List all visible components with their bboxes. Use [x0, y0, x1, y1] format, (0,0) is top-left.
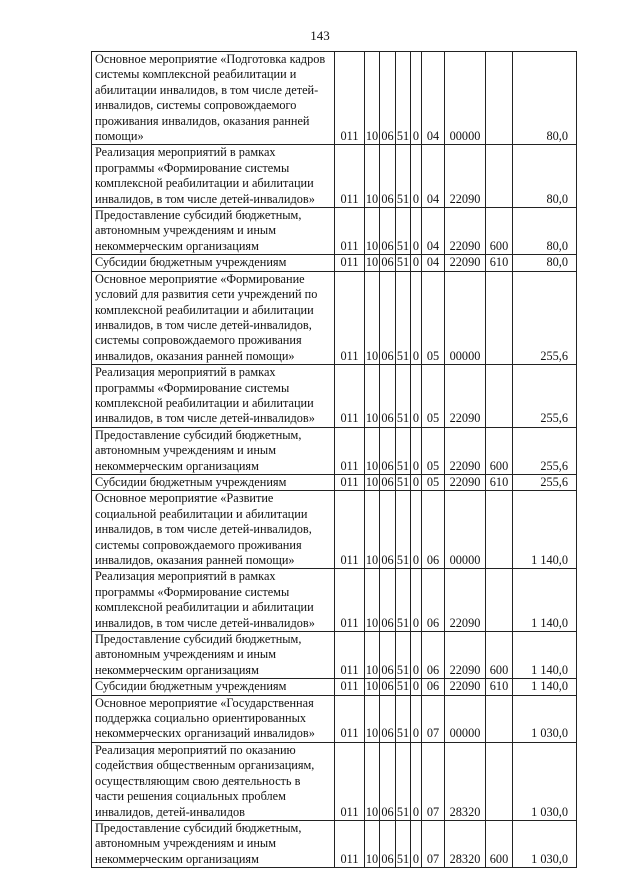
section-code: 10 — [365, 255, 379, 270]
amount: 255,6 — [513, 427, 577, 474]
program-code: 51 — [396, 679, 410, 694]
program-code: 51 — [396, 695, 411, 742]
direction-code: 28320 — [445, 742, 486, 820]
section-code: 10 — [365, 695, 380, 742]
ministry-code: 011 — [335, 820, 365, 867]
subsection-code: 06 — [380, 271, 396, 364]
program-code: 51 — [396, 255, 410, 270]
item-name: Реализация мероприятий в рамках программы «Формирование системы комплексной реабилитации и абилитации инвалидов, в том числе детей-инвалидов» — [92, 145, 335, 208]
subprogram-code: 0 — [411, 365, 422, 428]
direction-code: 22090 — [445, 632, 486, 679]
table-row — [92, 632, 577, 679]
amount: 1 030,0 — [513, 695, 577, 742]
expense-type-code — [486, 52, 513, 145]
amount: 255,6 — [513, 474, 577, 490]
subsection-code: 06 — [381, 474, 394, 489]
direction-code: 22090 — [445, 255, 486, 271]
main-event-code: 04 — [422, 52, 445, 145]
subprogram-code: 0 — [411, 742, 422, 820]
table-row — [92, 679, 577, 695]
item-name: Реализация мероприятий в рамках программы «Формирование системы комплексной реабилитации и абилитации инвалидов, в том числе детей-инвалидов» — [92, 365, 335, 428]
table-row — [92, 474, 577, 490]
subsection-code: 06 — [380, 427, 396, 474]
item-name: Предоставление субсидий бюджетным, автономным учреждениям и иным некоммерческим организациям — [92, 820, 335, 867]
amount: 80,0 — [513, 52, 577, 145]
amount: 255,6 — [513, 271, 577, 364]
section-code: 10 — [365, 474, 379, 489]
table-row — [92, 695, 577, 742]
ministry-code: 011 — [335, 271, 365, 364]
page-number: 143 — [310, 28, 330, 43]
expense-type-code: 600 — [486, 208, 513, 255]
item-name: Основное мероприятие «Развитие социальной реабилитации и абилитации инвалидов, в том числе детей-инвалидов, системы сопровождаемого проживания инвалидов, оказания ранней помощи» — [92, 491, 335, 569]
item-name: Основное мероприятие «Формирование условий для развития сети учреждений по комплексной реабилитации и абилитации инвалидов, в том числе детей-инвалидов, системы сопровождаемого проживания инвалидов, оказания ранней помощи» — [92, 271, 335, 364]
program-code: 51 — [396, 427, 411, 474]
subprogram-code: 0 — [411, 632, 422, 679]
main-event-code: 05 — [422, 427, 445, 474]
direction-code: 22090 — [445, 474, 486, 490]
ministry-code: 011 — [335, 491, 365, 569]
amount: 80,0 — [513, 255, 577, 271]
direction-code: 22090 — [445, 365, 486, 428]
ministry-code: 011 — [335, 52, 365, 145]
expense-type-code — [486, 569, 513, 632]
table-row — [92, 365, 577, 428]
table-row — [92, 820, 577, 867]
main-event-code: 06 — [422, 679, 445, 695]
subprogram-code: 0 — [411, 695, 422, 742]
item-name: Реализация мероприятий в рамках программы «Формирование системы комплексной реабилитации и абилитации инвалидов, в том числе детей-инвалидов» — [92, 569, 335, 632]
subsection-code: 06 — [380, 695, 396, 742]
item-name: Субсидии бюджетным учреждениям — [92, 679, 335, 695]
ministry-code: 011 — [335, 365, 365, 428]
table-row — [92, 208, 577, 255]
main-event-code: 05 — [422, 474, 445, 490]
program-code: 51 — [396, 569, 411, 632]
amount: 80,0 — [513, 208, 577, 255]
program-code: 51 — [396, 208, 411, 255]
program-code: 51 — [396, 271, 411, 364]
ministry-code: 011 — [335, 742, 365, 820]
expense-type-code: 600 — [486, 427, 513, 474]
section-code: 10 — [365, 632, 380, 679]
subprogram-code: 0 — [411, 569, 422, 632]
item-name: Субсидии бюджетным учреждениям — [92, 255, 335, 271]
direction-code: 28320 — [445, 820, 486, 867]
direction-code: 00000 — [445, 52, 486, 145]
item-name: Предоставление субсидий бюджетным, автономным учреждениям и иным некоммерческим организациям — [92, 208, 335, 255]
expense-type-code: 610 — [486, 255, 513, 271]
section-code: 10 — [365, 145, 380, 208]
amount: 1 030,0 — [513, 820, 577, 867]
direction-code: 00000 — [445, 491, 486, 569]
direction-code: 22090 — [445, 427, 486, 474]
section-code: 10 — [365, 491, 380, 569]
amount: 255,6 — [513, 365, 577, 428]
subsection-code: 06 — [380, 569, 396, 632]
ministry-code: 011 — [335, 569, 365, 632]
subsection-code: 06 — [380, 52, 396, 145]
section-code: 10 — [365, 679, 379, 694]
item-name: Субсидии бюджетным учреждениям — [92, 474, 335, 490]
amount: 1 140,0 — [513, 632, 577, 679]
subprogram-code: 0 — [411, 255, 422, 271]
ministry-code: 011 — [335, 427, 365, 474]
table-row — [92, 742, 577, 820]
direction-code: 00000 — [445, 695, 486, 742]
expense-type-code — [486, 695, 513, 742]
expense-type-code — [486, 491, 513, 569]
table-row — [92, 52, 577, 145]
table-row — [92, 427, 577, 474]
subsection-code: 06 — [380, 365, 396, 428]
main-event-code: 04 — [422, 255, 445, 271]
ministry-code: 011 — [335, 208, 365, 255]
main-event-code: 05 — [422, 365, 445, 428]
amount: 80,0 — [513, 145, 577, 208]
subprogram-code: 0 — [411, 271, 422, 364]
amount: 1 140,0 — [513, 679, 577, 695]
table-row — [92, 255, 577, 271]
section-code: 10 — [365, 427, 380, 474]
item-name: Основное мероприятие «Подготовка кадров системы комплексной реабилитации и абилитации инвалидов, в том числе детей-инвалидов, системы сопровождаемого проживания инвалидов, оказания ранней помощи» — [92, 52, 335, 145]
expense-type-code: 600 — [486, 820, 513, 867]
expense-type-code — [486, 742, 513, 820]
program-code: 51 — [396, 52, 411, 145]
section-code: 10 — [365, 208, 380, 255]
subsection-code: 06 — [381, 679, 394, 694]
subsection-code: 06 — [380, 820, 396, 867]
section-code: 10 — [365, 271, 380, 364]
program-code: 51 — [396, 742, 411, 820]
program-code: 51 — [396, 145, 411, 208]
amount: 1 140,0 — [513, 569, 577, 632]
section-code: 10 — [365, 52, 380, 145]
program-code: 51 — [396, 491, 411, 569]
section-code: 10 — [365, 365, 380, 428]
ministry-code: 011 — [335, 474, 365, 490]
budget-table — [91, 51, 577, 868]
main-event-code: 06 — [422, 569, 445, 632]
expense-type-code: 610 — [486, 474, 513, 490]
expense-type-code — [486, 271, 513, 364]
amount: 1 030,0 — [513, 742, 577, 820]
expense-type-code: 600 — [486, 632, 513, 679]
item-name: Реализация мероприятий по оказанию содействия общественным организациям, осуществляющим свою деятельность в части решения социальных проблем инвалидов, детей-инвалидов — [92, 742, 335, 820]
ministry-code: 011 — [335, 255, 365, 271]
main-event-code: 07 — [422, 742, 445, 820]
subprogram-code: 0 — [411, 427, 422, 474]
section-code: 10 — [365, 569, 380, 632]
direction-code: 22090 — [445, 679, 486, 695]
subsection-code: 06 — [380, 742, 396, 820]
item-name: Основное мероприятие «Государственная поддержка социально ориентированных некоммерческих организаций инвалидов» — [92, 695, 335, 742]
direction-code: 00000 — [445, 271, 486, 364]
ministry-code: 011 — [335, 145, 365, 208]
table-row — [92, 145, 577, 208]
subsection-code: 06 — [380, 491, 396, 569]
subprogram-code: 0 — [411, 208, 422, 255]
direction-code: 22090 — [445, 569, 486, 632]
section-code: 10 — [365, 742, 380, 820]
table-row — [92, 569, 577, 632]
table-row — [92, 491, 577, 569]
amount: 1 140,0 — [513, 491, 577, 569]
section-code: 10 — [365, 820, 380, 867]
main-event-code: 05 — [422, 271, 445, 364]
subprogram-code: 0 — [411, 52, 422, 145]
ministry-code: 011 — [335, 695, 365, 742]
subprogram-code: 0 — [411, 679, 422, 695]
program-code: 51 — [396, 365, 411, 428]
direction-code: 22090 — [445, 145, 486, 208]
main-event-code: 04 — [422, 208, 445, 255]
main-event-code: 06 — [422, 632, 445, 679]
main-event-code: 07 — [422, 820, 445, 867]
direction-code: 22090 — [445, 208, 486, 255]
table-row — [92, 271, 577, 364]
subsection-code: 06 — [381, 255, 394, 270]
subprogram-code: 0 — [411, 145, 422, 208]
main-event-code: 07 — [422, 695, 445, 742]
expense-type-code — [486, 145, 513, 208]
subsection-code: 06 — [380, 208, 396, 255]
subprogram-code: 0 — [411, 474, 422, 490]
subsection-code: 06 — [380, 632, 396, 679]
item-name: Предоставление субсидий бюджетным, автономным учреждениям и иным некоммерческим организациям — [92, 427, 335, 474]
ministry-code: 011 — [335, 632, 365, 679]
subprogram-code: 0 — [411, 491, 422, 569]
main-event-code: 06 — [422, 491, 445, 569]
item-name: Предоставление субсидий бюджетным, автономным учреждениям и иным некоммерческим организациям — [92, 632, 335, 679]
expense-type-code: 610 — [486, 679, 513, 695]
program-code: 51 — [396, 632, 411, 679]
program-code: 51 — [396, 820, 411, 867]
ministry-code: 011 — [335, 679, 365, 695]
expense-type-code — [486, 365, 513, 428]
main-event-code: 04 — [422, 145, 445, 208]
program-code: 51 — [396, 474, 410, 489]
subsection-code: 06 — [380, 145, 396, 208]
subprogram-code: 0 — [411, 820, 422, 867]
